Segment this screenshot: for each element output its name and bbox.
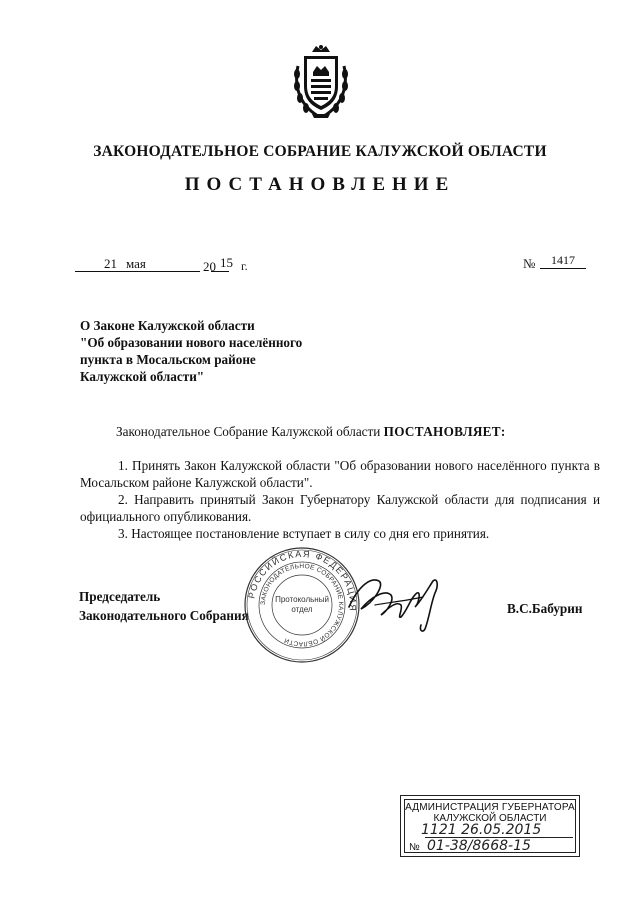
seal-center-line: отдел [291, 605, 313, 614]
registration-stamp [400, 795, 580, 857]
stamp-inner-border [404, 799, 576, 853]
handwritten-signature [345, 567, 450, 637]
resolution-items [80, 457, 600, 542]
coat-of-arms-icon [292, 44, 350, 120]
date-day: 21 [104, 256, 117, 271]
subject-line: пункта в Мосальском районе [80, 352, 256, 367]
document-subject [80, 317, 380, 385]
subject-line: О Законе Калужской области [80, 318, 255, 333]
date-month: мая [126, 256, 146, 271]
subject-line: "Об образовании нового населённого [80, 335, 303, 350]
seal-outer-text: РОССИЙСКАЯ ФЕДЕРАЦИЯ [246, 548, 359, 613]
resolution-item: 2. Направить принятый Закон Губернатору Калужской области для подписания и официального опубликования. [80, 492, 600, 524]
seal-center-line: Протокольный [275, 595, 329, 604]
organization-title: ЗАКОНОДАТЕЛЬНОЕ СОБРАНИЕ КАЛУЖСКОЙ ОБЛАСТИ [93, 143, 547, 160]
signatory-title-line: Председатель [79, 589, 161, 604]
preamble [116, 424, 506, 440]
date-year-suffix: 15 [220, 255, 233, 270]
seal-middle-text: ЗАКОНОДАТЕЛЬНОЕ СОБРАНИЕ КАЛУЖСКОЙ ОБЛАСТИ [259, 562, 345, 648]
stamp-handwritten-date: 1121 26.05.2015 [421, 822, 542, 838]
signatory-title [79, 587, 249, 625]
document-number: 1417 [540, 253, 586, 269]
signatory-name: В.С.Бабурин [507, 601, 583, 616]
preamble-text: Законодательное Собрание Калужской области [116, 424, 381, 439]
document-type: ПОСТАНОВЛЕНИЕ [184, 174, 456, 195]
stamp-handwritten-number: 01-38/8668-15 [427, 838, 531, 854]
signatory-title-line: Законодательного Собрания [79, 608, 249, 623]
subject-line: Калужской области" [80, 369, 205, 384]
date-year-unit: г. [241, 259, 248, 273]
date-year-prefix: 20 [203, 259, 216, 274]
resolution-item: 3. Настоящее постановление вступает в силу со дня его принятия. [118, 526, 490, 541]
preamble-verb: ПОСТАНОВЛЯЕТ: [383, 424, 506, 439]
stamp-number-label: № [409, 842, 420, 853]
stamp-line: АДМИНИСТРАЦИЯ ГУБЕРНАТОРА [405, 802, 575, 813]
stamp-line: КАЛУЖСКОЙ ОБЛАСТИ [433, 813, 547, 824]
number-sign: № [523, 256, 536, 271]
resolution-item: 1. Принять Закон Калужской области "Об образовании нового населённого пункта в Мосальском районе Калужской области". [80, 458, 600, 490]
official-seal [243, 546, 361, 664]
